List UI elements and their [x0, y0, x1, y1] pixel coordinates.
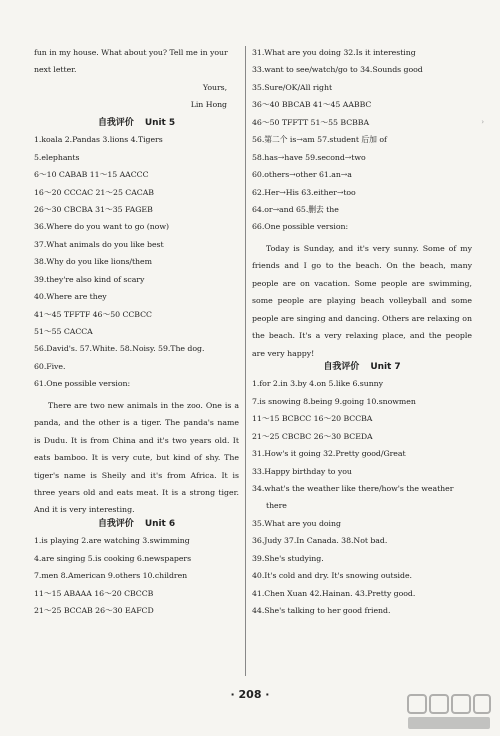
- answer-line: 6～10 CABAB 11～15 AACCC: [34, 170, 149, 180]
- answer-line: 46～50 TFFTT 51～55 BCBBA: [252, 117, 370, 127]
- essay-unit6: Today is Sunday, and it's very sunny. Some of my friends and I go to the beach. On the beach, many people are on vacation. Some people are swimming, some people are playing beach volleyball and some people are singing and dancing. Others are relaxing on the beach. It's a very relaxing place, and the people are very happy!: [252, 243, 472, 358]
- watermark-logo-icon: [406, 692, 492, 732]
- essay-unit5: There are two new animals in the zoo. One is a panda, and the other is a tiger. The panda's name is Dudu. It is from China and it's two years old. It eats bamboo. It is very cute, but kind of shy. The tiger's name is Sheily and it's from Africa. It is three years old and eats meat. It is a strong tiger. And it is very interesting.: [34, 400, 239, 515]
- answer-line: 34.what's the weather like there/how's the weather: [252, 484, 454, 494]
- answer-line: 4.are singing 5.is cooking 6.newspapers: [34, 553, 192, 563]
- answer-line: 1.koala 2.Pandas 3.lions 4.Tigers: [34, 135, 163, 145]
- answer-line: 21～25 CBCBC 26～30 BCEDA: [252, 431, 373, 441]
- sign-yours: Yours,: [202, 82, 227, 92]
- unit5-heading-unit: Unit 5: [144, 117, 176, 128]
- answer-line: 35.Sure/OK/All right: [252, 82, 333, 92]
- answer-line: 7.men 8.American 9.others 10.children: [34, 571, 188, 581]
- margin-mark: ›: [481, 118, 484, 126]
- answer-line: 11～15 BCBCC 16～20 BCCBA: [252, 414, 373, 424]
- answer-line: 36.Judy 37.In Canada. 38.Not bad.: [252, 536, 388, 546]
- unit7-heading: [252, 362, 472, 379]
- answer-line: 40.Where are they: [34, 292, 107, 302]
- sign-name: Lin Hong: [190, 100, 227, 110]
- unit6-heading-cn: 自我评价: [97, 518, 134, 529]
- answer-line: 64.or→and 65.删去 the: [252, 204, 339, 214]
- unit7-heading-cn: 自我评价: [323, 361, 360, 372]
- answer-line: 7.is snowing 8.being 9.going 10.snowmen: [252, 396, 416, 406]
- answer-line: 62.Her→His 63.either→too: [252, 187, 356, 197]
- answer-line: 61.One possible version:: [34, 379, 131, 389]
- answer-line: 60.others→other 61.an→a: [252, 170, 352, 180]
- answer-line: 21～25 BCCAB 26～30 EAFCD: [34, 606, 154, 616]
- unit5-heading: [34, 118, 239, 135]
- page-number: · 208 ·: [230, 688, 270, 701]
- answer-line: 16～20 CCCAC 21～25 CACAB: [34, 187, 154, 197]
- answer-line: 33.want to see/watch/go to 34.Sounds good: [252, 65, 423, 75]
- answer-line: 56.第二个 is→am 57.student 后加 of: [252, 135, 387, 145]
- answer-line: 56.David's. 57.White. 58.Noisy. 59.The dog.: [34, 344, 205, 354]
- answer-line: 41～45 TFFTF 46～50 CCBCC: [34, 309, 152, 319]
- intro-line: next letter.: [34, 65, 77, 75]
- answer-line: 31.What are you doing 32.Is it interesting: [252, 48, 416, 57]
- answer-line: 39.She's studying.: [252, 553, 324, 563]
- answer-line: 5.elephants: [34, 152, 80, 162]
- answer-line: 35.What are you doing: [252, 518, 341, 528]
- answer-line: 1.is playing 2.are watching 3.swimming: [34, 536, 190, 546]
- left-column: [34, 48, 239, 624]
- answer-line: 11～15 ABAAA 16～20 CBCCB: [34, 588, 154, 598]
- answer-line: 60.Five.: [34, 361, 66, 371]
- unit7-heading-unit: Unit 7: [370, 361, 401, 372]
- unit6-heading-unit: Unit 6: [144, 518, 176, 529]
- answer-line: 41.Chen Xuan 42.Hainan. 43.Pretty good.: [252, 588, 416, 598]
- unit6-heading: [34, 519, 239, 536]
- answer-line: 44.She's talking to her good friend.: [252, 606, 391, 616]
- answer-line: 31.How's it going 32.Pretty good/Great: [252, 449, 406, 459]
- answer-line: there: [266, 501, 287, 511]
- answer-line: 37.What animals do you like best: [34, 239, 164, 249]
- column-divider: [245, 46, 246, 676]
- answer-line: 39.they're also kind of scary: [34, 274, 145, 284]
- answer-line: 33.Happy birthday to you: [252, 466, 352, 476]
- answer-line: 26～30 CBCBA 31～35 FAGEB: [34, 204, 153, 214]
- answer-line: 38.Why do you like lions/them: [34, 257, 152, 267]
- unit5-heading-cn: 自我评价: [97, 117, 134, 128]
- answer-line: 58.has→have 59.second→two: [252, 152, 366, 162]
- answer-line: 40.It's cold and dry. It's snowing outside.: [252, 571, 412, 581]
- answer-line: 66.One possible version:: [252, 222, 349, 232]
- answer-line: 51～55 CACCA: [34, 327, 93, 336]
- answer-line: 36.Where do you want to go (now): [34, 222, 169, 232]
- intro-line: fun in my house. What about you? Tell me in your: [34, 48, 228, 57]
- right-column: [252, 48, 472, 624]
- answer-line: 36～40 BBCAB 41～45 AABBC: [252, 100, 372, 110]
- answer-line: 1.for 2.in 3.by 4.on 5.like 6.sunny: [252, 379, 384, 389]
